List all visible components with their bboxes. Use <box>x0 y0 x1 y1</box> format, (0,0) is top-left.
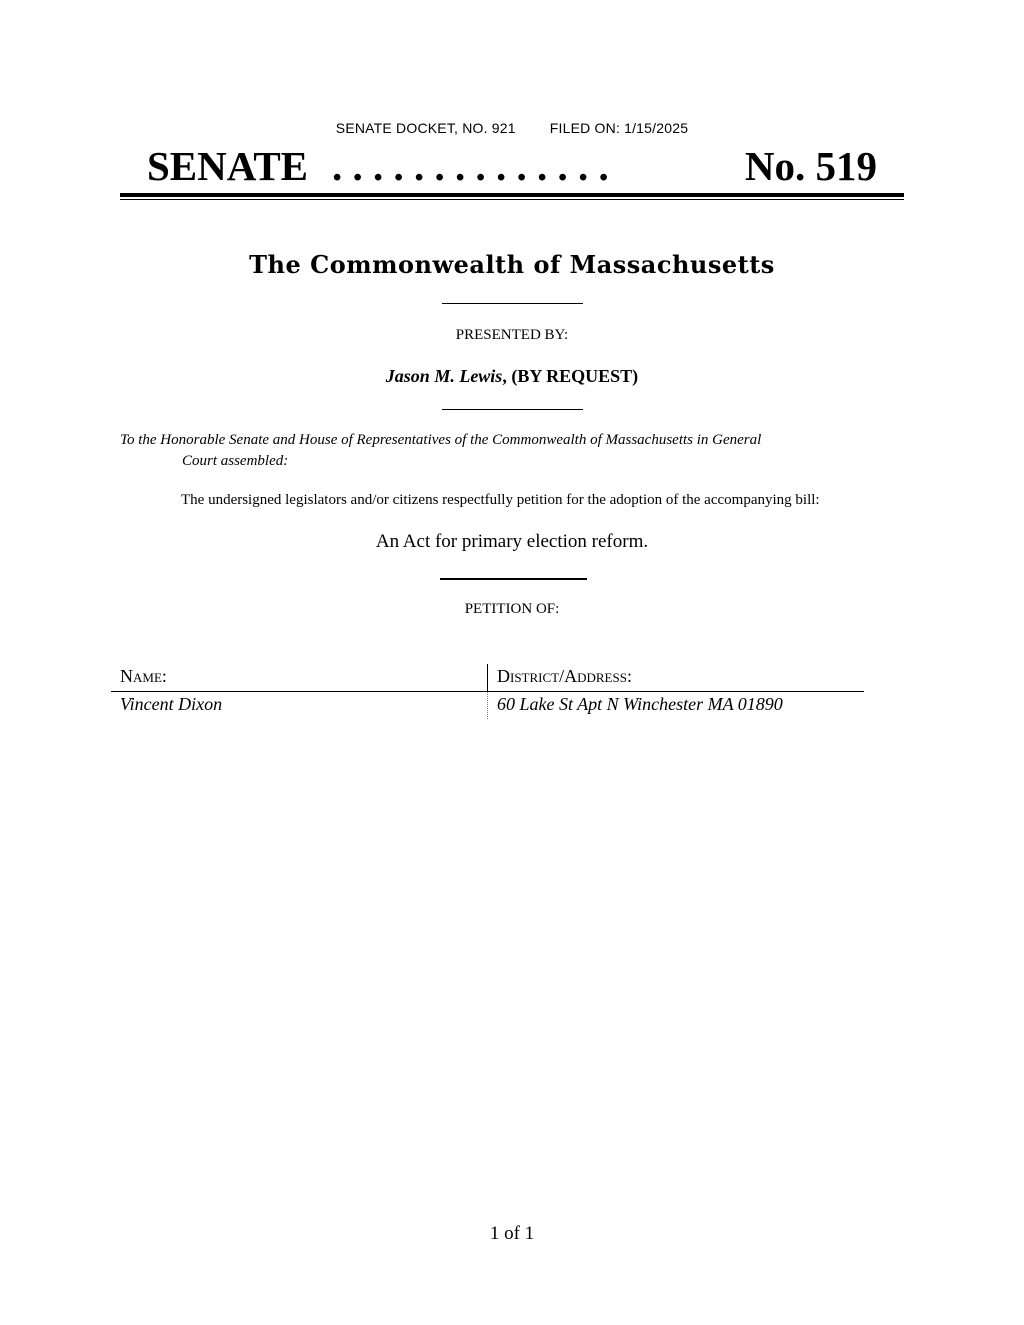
bill-header <box>120 140 904 192</box>
page-number: 1 of 1 <box>489 1223 535 1244</box>
divider-rule <box>442 303 583 304</box>
address-to-line1: To the Honorable Senate and House of Representatives of the Commonwealth of Massachusetts in General <box>120 432 762 448</box>
table-header-district: District/Address: <box>497 666 632 686</box>
docket-line <box>0 120 1024 136</box>
act-title: An Act for primary election reform. <box>375 531 649 552</box>
table-header-name: Name: <box>120 666 167 686</box>
chamber-name: SENATE <box>147 143 309 189</box>
leader-dots: . . . . . . . . . . . . . . <box>332 143 609 189</box>
presented-by-label: PRESENTED BY: <box>455 327 569 343</box>
table-column-divider <box>487 664 488 692</box>
address-to-text <box>120 430 880 472</box>
divider-rule <box>440 578 587 580</box>
filed-date: FILED ON: 1/15/2025 <box>549 120 689 136</box>
address-to-line2: Court assembled: <box>182 453 289 469</box>
petitioner-name: Vincent Dixon <box>120 694 223 714</box>
sponsor-line <box>0 366 1024 387</box>
sponsor-name: Jason M. Lewis <box>385 366 503 386</box>
petition-text: The undersigned legislators and/or citizens respectfully petition for the adoption of the accompanying bill: <box>181 492 820 508</box>
petitioner-address: 60 Lake St Apt N Winchester MA 01890 <box>497 694 783 714</box>
header-rule-thin <box>120 199 904 200</box>
docket-number: SENATE DOCKET, NO. 921 <box>335 120 516 136</box>
divider-rule <box>442 409 583 410</box>
table-column-divider-dotted <box>487 692 488 719</box>
petition-of-label: PETITION OF: <box>464 601 560 617</box>
header-rule-thick <box>120 193 904 197</box>
sponsor-suffix: , (BY REQUEST) <box>502 366 639 386</box>
commonwealth-title: The Commonwealth of Massachusetts <box>249 250 775 279</box>
bill-number: No. 519 <box>744 143 877 189</box>
